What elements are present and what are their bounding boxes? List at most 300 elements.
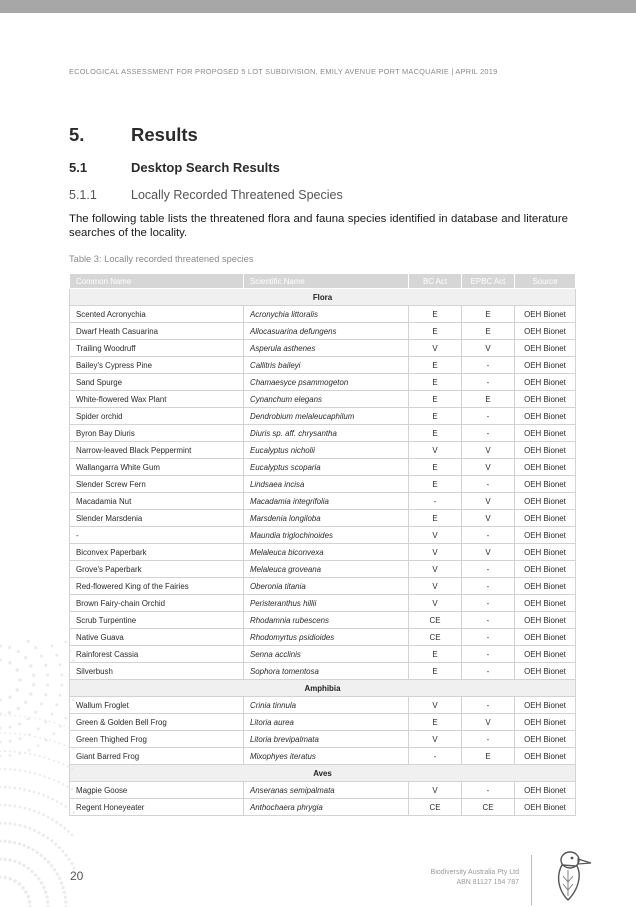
decorative-dot [68,858,71,861]
decorative-dot [24,716,26,718]
decorative-dot [24,701,27,704]
subsubsection-number: 5.1.1 [69,188,97,202]
decorative-dot [62,763,64,765]
source-cell: OEH Bionet [515,748,576,765]
common-name-cell: Slender Marsdenia [70,510,244,527]
decorative-dot [0,726,2,729]
decorative-dot [49,721,51,723]
decorative-dot [29,771,31,773]
decorative-dot [40,654,43,657]
decorative-dot [34,873,37,876]
decorative-dot [45,895,48,898]
epbc-act-cell: V [462,340,515,357]
decorative-dot [50,712,53,715]
group-label: Amphibia [70,680,576,697]
epbc-act-cell: - [462,408,515,425]
decorative-dot [9,877,13,881]
common-name-cell: Byron Bay Diuris [70,425,244,442]
common-name-cell: Sand Spurge [70,374,244,391]
scientific-name-cell: Asperula asthenes [244,340,409,357]
decorative-dot [27,640,30,643]
decorative-dot [69,650,72,653]
decorative-dot [66,786,68,788]
decorative-dot [8,711,11,714]
decorative-dot [14,769,16,771]
decorative-dot [43,857,46,860]
decorative-dot [18,722,21,725]
source-cell: OEH Bionet [515,340,576,357]
common-name-cell: Green & Golden Bell Frog [70,714,244,731]
source-cell: OEH Bionet [515,731,576,748]
decorative-dot [42,886,45,889]
scientific-name-cell: Oberonia titania [244,578,409,595]
scientific-name-cell: Lindsaea incisa [244,476,409,493]
decorative-dot [9,786,12,789]
decorative-dot [9,714,11,716]
decorative-dot [46,683,49,686]
scientific-name-cell: Senna acclinis [244,646,409,663]
common-name-cell: Scrub Turpentine [70,612,244,629]
bc-act-cell: V [409,697,462,714]
section-title: Results [131,124,198,145]
company-name: Biodiversity Australia Pty Ltd [430,869,519,876]
scientific-name-cell: Mixophyes iteratus [244,748,409,765]
decorative-dot [28,733,31,736]
table-row [70,595,576,612]
decorative-dot [55,821,58,824]
source-cell: OEH Bionet [515,612,576,629]
common-name-cell: Wallangarra White Gum [70,459,244,476]
decorative-dot [43,775,45,777]
decorative-dot [4,822,7,825]
table-row [70,544,576,561]
epbc-act-cell: - [462,527,515,544]
epbc-act-cell: - [462,595,515,612]
decorative-dot [63,827,66,830]
decorative-dot [50,864,53,867]
intro-paragraph: The following table lists the threatened flora and fauna species identified in database and literature searches of the locality. [69,213,568,239]
epbc-act-cell: - [462,663,515,680]
bc-act-cell: V [409,561,462,578]
decorative-dot [9,750,11,752]
decorative-dot [13,879,17,883]
decorative-dot [36,851,39,854]
subsection-number: 5.1 [69,160,88,175]
source-cell: OEH Bionet [515,493,576,510]
decorative-dot [59,663,62,666]
scientific-name-cell: Cynanchum elegans [244,391,409,408]
decorative-dot [64,901,67,904]
decorative-dot [34,772,36,774]
common-name-cell: Giant Barred Frog [70,748,244,765]
decorative-dot [64,717,67,720]
section-number: 5. [69,124,85,145]
decorative-dot [19,806,22,809]
common-name-cell: Spider orchid [70,408,244,425]
source-cell: OEH Bionet [515,629,576,646]
source-cell: OEH Bionet [515,561,576,578]
decorative-dot [60,673,63,676]
bc-act-cell: V [409,595,462,612]
epbc-act-cell: - [462,578,515,595]
bc-act-cell: E [409,714,462,731]
decorative-dot [68,808,71,811]
table-row [70,340,576,357]
decorative-dot [15,688,19,692]
table-row [70,612,576,629]
decorative-dot [27,846,30,849]
bc-act-cell: V [409,340,462,357]
kookaburra-logo-icon [552,846,592,902]
source-cell: OEH Bionet [515,595,576,612]
decorative-dot [29,664,32,667]
common-name-cell: - [70,527,244,544]
decorative-dot [57,761,59,763]
decorative-dot [0,712,2,715]
decorative-dot [61,850,64,853]
decorative-dot [64,896,67,899]
decorative-dot [9,768,11,770]
table-row [70,374,576,391]
decorative-dot [47,796,50,799]
common-name-cell: Scented Acronychia [70,306,244,323]
common-name-cell: Rainforest Cassia [70,646,244,663]
group-label: Aves [70,765,576,782]
source-cell: OEH Bionet [515,357,576,374]
decorative-dot [43,756,45,758]
epbc-act-cell: V [462,510,515,527]
epbc-act-cell: V [462,459,515,476]
decorative-dot [14,805,17,808]
decorative-dot [24,656,27,659]
decorative-dot [32,683,35,686]
decorative-dot [55,654,58,657]
decorative-dot [42,794,45,797]
decorative-dot [64,641,67,644]
decorative-dot [8,696,12,700]
table-row [70,391,576,408]
decorative-dot [56,872,59,875]
decorative-dot [37,877,40,880]
decorative-dot [24,770,26,772]
table-row [70,459,576,476]
decorative-dot [57,781,59,783]
decorative-dot [24,825,27,828]
decorative-dot [54,741,56,743]
decorative-dot [4,786,7,789]
column-header: BC Act [409,274,462,289]
table-row [70,731,576,748]
decorative-dot [33,810,36,813]
decorative-dot [59,743,61,745]
decorative-dot [0,786,1,789]
decorative-dot [24,752,26,754]
bc-act-cell: E [409,646,462,663]
epbc-act-cell: - [462,731,515,748]
table-row [70,561,576,578]
bc-act-cell: V [409,782,462,799]
table-row [70,646,576,663]
decorative-dot [28,827,31,830]
decorative-dot [28,900,32,904]
decorative-dot [71,768,73,770]
decorative-dot [29,692,32,695]
table-row [70,425,576,442]
decorative-dot [52,732,55,735]
epbc-act-cell: - [462,476,515,493]
decorative-dot [23,807,26,810]
scientific-name-cell: Anseranas semipalmata [244,782,409,799]
decorative-dot [60,803,63,806]
decorative-dot [4,768,6,770]
decorative-dot [40,854,43,857]
source-cell: OEH Bionet [515,782,576,799]
epbc-act-cell: - [462,425,515,442]
decorative-dot [15,668,19,672]
decorative-dot [19,733,21,735]
decorative-dot [28,749,31,752]
source-cell: OEH Bionet [515,306,576,323]
scientific-name-cell: Eucalyptus scoparia [244,459,409,476]
decorative-dot [60,881,63,884]
decorative-dot [30,870,33,873]
source-cell: OEH Bionet [515,476,576,493]
column-header: Common Name [70,274,244,289]
column-header: EPBC Act [462,274,515,289]
table-row [70,578,576,595]
table-body [70,289,576,816]
table-row [70,442,576,459]
decorative-dot [13,860,16,863]
scientific-name-cell: Melaleuca biconvexa [244,544,409,561]
source-cell: OEH Bionet [515,714,576,731]
decorative-dot [72,659,75,662]
scientific-name-cell: Eucalyptus nicholii [244,442,409,459]
decorative-dot [38,811,41,814]
decorative-dot [48,758,50,760]
decorative-dot [38,792,41,795]
decorative-dot [14,751,16,753]
decorative-dot [44,721,47,724]
common-name-cell: Magpie Goose [70,782,244,799]
decorative-dot [39,718,41,720]
decorative-dot [48,777,50,779]
decorative-dot [0,698,2,702]
common-name-cell: Wallum Froglet [70,697,244,714]
source-cell: OEH Bionet [515,459,576,476]
decorative-dot [14,733,16,735]
decorative-dot [40,702,43,705]
common-name-cell: Brown Fairy-chain Orchid [70,595,244,612]
decorative-dot [19,715,21,717]
bc-act-cell: E [409,357,462,374]
source-cell: OEH Bionet [515,646,576,663]
decorative-dot [24,890,28,894]
decorative-dot [37,744,40,747]
epbc-act-cell: E [462,748,515,765]
decorative-dot [44,891,47,894]
decorative-dot [51,818,54,821]
common-name-cell: Trailing Woodruff [70,340,244,357]
source-cell: OEH Bionet [515,425,576,442]
decorative-dot [54,843,57,846]
table-row [70,357,576,374]
scientific-name-cell: Litoria brevipalmata [244,731,409,748]
table-row [70,748,576,765]
decorative-dot [9,740,12,743]
epbc-act-cell: V [462,442,515,459]
decorative-dot [24,734,26,736]
scientific-name-cell: Melaleuca groveana [244,561,409,578]
company-abn: ABN 81127 154 787 [456,879,519,886]
decorative-dot [27,717,30,720]
bc-act-cell: E [409,663,462,680]
decorative-dot [31,848,34,851]
epbc-act-cell: - [462,629,515,646]
top-bar [0,0,636,13]
page-number: 20 [70,869,84,883]
decorative-dot [9,732,11,734]
common-name-cell: Native Guava [70,629,244,646]
bc-act-cell: V [409,527,462,544]
decorative-dot [18,861,21,864]
table-row [70,527,576,544]
epbc-act-cell: - [462,612,515,629]
source-cell: OEH Bionet [515,544,576,561]
decorative-dot [67,765,69,767]
scientific-name-cell: Callitris baileyi [244,357,409,374]
source-cell: OEH Bionet [515,663,576,680]
source-cell: OEH Bionet [515,578,576,595]
decorative-dot [18,752,21,755]
decorative-dot [59,694,62,697]
decorative-dot [67,830,70,833]
source-cell: OEH Bionet [515,442,576,459]
epbc-act-cell: - [462,357,515,374]
decorative-dot [73,729,75,731]
scientific-name-cell: Litoria aurea [244,714,409,731]
scientific-name-cell: Chamaesyce psammogeton [244,374,409,391]
common-name-cell: Red-flowered King of the Fairies [70,578,244,595]
decorative-dot [32,674,35,677]
table-row [70,714,576,731]
scientific-name-cell: Diuris sp. aff. chrysantha [244,425,409,442]
decorative-dot [72,698,75,701]
decorative-dot [64,805,67,808]
bc-act-cell: V [409,578,462,595]
footer-divider [531,855,532,905]
decorative-dot [34,646,37,649]
decorative-dot [34,717,36,719]
decorative-dot [9,754,12,757]
source-cell: OEH Bionet [515,799,576,816]
decorative-dot [62,886,65,889]
decorative-dot [58,846,61,849]
decorative-dot [0,732,1,734]
decorative-dot [63,891,66,894]
decorative-dot [33,829,36,832]
decorative-dot [65,854,68,857]
decorative-dot [27,867,30,870]
scientific-name-cell: Sophora tomentosa [244,663,409,680]
decorative-dot [42,834,45,837]
common-name-cell: Grove's Paperbark [70,561,244,578]
bc-act-cell: V [409,442,462,459]
table-row [70,306,576,323]
epbc-act-cell: - [462,697,515,714]
decorative-dot [0,750,1,752]
epbc-act-cell: E [462,391,515,408]
decorative-dot [4,732,6,734]
scientific-name-cell: Allocasuarina defungens [244,323,409,340]
decorative-dot [18,842,21,845]
company-info [424,868,519,888]
decorative-dot [26,895,30,899]
scientific-name-cell: Maundia triglochinoides [244,527,409,544]
decorative-dot [17,707,20,710]
decorative-dot [72,811,75,814]
table-group-row [70,289,576,306]
decorative-dot [39,737,41,739]
bc-act-cell: E [409,408,462,425]
decorative-dot [0,857,2,860]
decorative-dot [0,822,2,825]
table-header-row [70,274,576,289]
decorative-dot [59,725,62,728]
source-cell: OEH Bionet [515,697,576,714]
decorative-dot [13,841,16,844]
epbc-act-cell: - [462,646,515,663]
decorative-dot [9,822,12,825]
table-row [70,799,576,816]
epbc-act-cell: V [462,714,515,731]
table-row [70,510,576,527]
decorative-dot [28,789,31,792]
bc-act-cell: E [409,323,462,340]
decorative-dot [3,858,6,861]
bc-act-cell: E [409,425,462,442]
table-row [70,782,576,799]
group-label: Flora [70,289,576,306]
decorative-dot [71,788,73,790]
decorative-dot [3,840,6,843]
column-header: Source [515,274,576,289]
subsection-title: Desktop Search Results [131,160,280,175]
bc-act-cell: CE [409,612,462,629]
decorative-dot [39,755,41,757]
decorative-dot [9,804,12,807]
decorative-dot [19,824,22,827]
decorative-dot [29,753,31,755]
common-name-cell: Biconvex Paperbark [70,544,244,561]
bc-act-cell: E [409,476,462,493]
decorative-dot [68,727,70,729]
decorative-dot [0,755,1,758]
decorative-dot [0,875,2,879]
scientific-name-cell: Rhodomyrtus psidioides [244,629,409,646]
decorative-dot [37,727,40,730]
decorative-dot [33,791,36,794]
common-name-cell: Green Thighed Frog [70,731,244,748]
table-row [70,408,576,425]
decorative-dot [46,900,49,903]
source-cell: OEH Bionet [515,374,576,391]
table-row [70,629,576,646]
decorative-dot [4,750,6,752]
decorative-dot [0,768,1,770]
decorative-dot [47,861,50,864]
decorative-dot [23,788,26,791]
